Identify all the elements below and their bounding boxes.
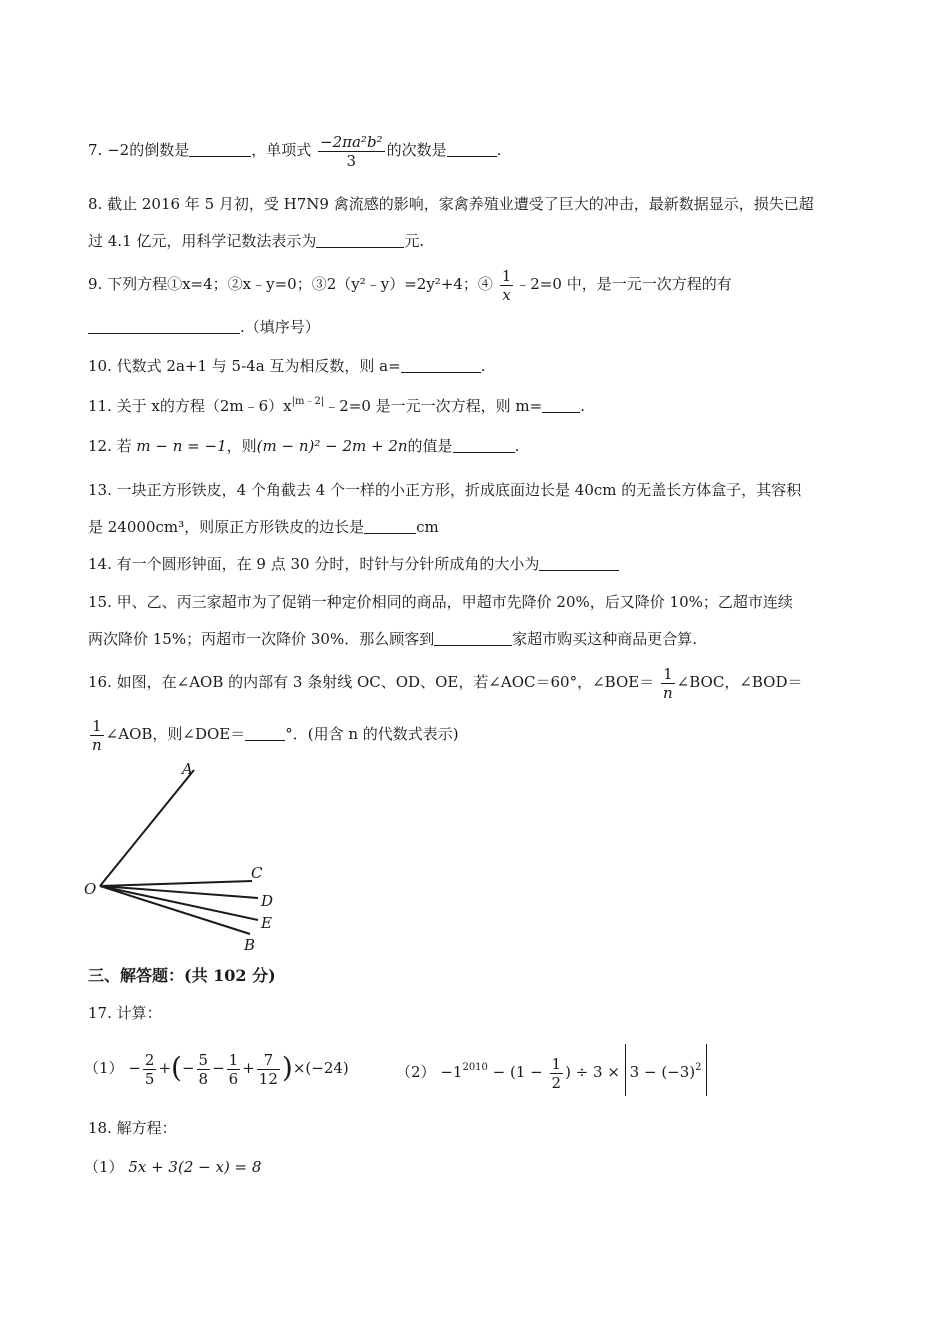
- plus-sign: +: [158, 1059, 172, 1077]
- question-13-line1: [88, 480, 801, 500]
- question-text: 计算：: [116, 1004, 162, 1022]
- fraction-numerator: 7: [257, 1051, 280, 1070]
- punctuation: .: [480, 357, 486, 375]
- question-text: 过 4.1 亿元，用科学记数法表示为: [88, 232, 317, 250]
- question-number: 14.: [88, 555, 112, 573]
- fraction-denominator: 5: [144, 1069, 155, 1088]
- minus-sign: −: [212, 1059, 225, 1077]
- fraction-denominator: 12: [258, 1069, 278, 1088]
- fraction: [257, 1051, 280, 1088]
- left-paren: (: [171, 1051, 182, 1084]
- ray-oc: [100, 881, 252, 886]
- fraction: [90, 717, 104, 754]
- label-c: C: [251, 864, 263, 882]
- question-text: ，单项式: [251, 141, 312, 159]
- question-text: 代数式 2a+1 与 5-4a 互为相反数，则 a=: [116, 357, 401, 375]
- math-expression: 5x + 3(2 − x) = 8: [128, 1158, 262, 1176]
- question-text: −2的倒数是: [107, 141, 190, 159]
- question-11: [88, 392, 585, 416]
- term: −1: [440, 1063, 463, 1081]
- fraction-numerator: 1: [501, 266, 512, 285]
- question-text: .（填序号）: [240, 318, 320, 336]
- math-render: [128, 1050, 349, 1088]
- answer-blank[interactable]: [453, 438, 515, 453]
- fraction: [318, 133, 385, 170]
- absolute-value: $3 - (-3)^2$: [625, 1044, 707, 1096]
- minus-sign: −: [181, 1059, 195, 1077]
- question-text: 关于 x的方程（2m﹣6）x: [116, 397, 292, 415]
- minus-sign: −: [128, 1059, 141, 1077]
- question-text: ﹣2=0 中，是一元一次方程的有: [515, 275, 732, 293]
- question-text: ，则: [226, 437, 257, 455]
- punctuation: .: [580, 397, 586, 415]
- question-text: ﹣2=0 是一元一次方程，则 m=: [324, 397, 543, 415]
- exponent: 2010: [462, 1062, 488, 1073]
- angle-figure: [78, 758, 298, 958]
- question-text: 的值是: [407, 437, 453, 455]
- fraction: [550, 1055, 564, 1092]
- right-paren: ): [281, 1051, 293, 1084]
- fraction: [661, 665, 675, 702]
- fraction-denominator: 8: [198, 1069, 209, 1088]
- fraction-denominator: x: [502, 285, 511, 304]
- fraction-denominator: n: [92, 735, 102, 754]
- question-text: 下列方程①x=4；②x﹣y=0；③2（y²﹣y）=2y²+4；④: [107, 275, 493, 293]
- fraction-numerator: −2πa²b²: [320, 132, 383, 151]
- times-term: ×(−24): [292, 1059, 349, 1077]
- fraction-numerator: 2: [144, 1050, 155, 1069]
- question-text: 解方程：: [116, 1119, 177, 1137]
- ray-oa: [100, 770, 194, 886]
- question-9-line1: [88, 264, 732, 304]
- fraction-denominator: 2: [551, 1073, 562, 1092]
- question-text: 若: [116, 437, 137, 455]
- question-14: [88, 554, 619, 574]
- answer-blank[interactable]: [434, 631, 512, 646]
- question-text: 如图，在∠AOB 的内部有 3 条射线 OC、OD、OE，若∠AOC＝60°，∠BOE＝: [116, 673, 655, 691]
- fraction: [143, 1051, 157, 1088]
- fraction-numerator: 1: [228, 1050, 239, 1069]
- fraction-numerator: 1: [661, 665, 675, 684]
- question-10: [88, 356, 485, 376]
- question-number: 12.: [88, 437, 112, 455]
- question-text: °．(用含 n 的代数式表示): [285, 725, 459, 743]
- label-a: A: [182, 760, 193, 778]
- question-text: 元.: [404, 232, 425, 250]
- fraction: [197, 1051, 211, 1088]
- fraction-denominator: n: [663, 683, 673, 702]
- exponent: |m﹣2|: [291, 396, 325, 407]
- punctuation: .: [514, 437, 520, 455]
- answer-blank[interactable]: [88, 319, 240, 334]
- question-8-line2: [88, 231, 424, 251]
- fraction: [500, 267, 514, 304]
- question-number: 13.: [88, 481, 112, 499]
- question-text: 两次降价 15%；丙超市一次降价 30%．那么顾客到: [88, 630, 435, 648]
- math-expression: m − n = −1: [136, 437, 227, 455]
- question-16-line1: [88, 660, 803, 704]
- answer-blank[interactable]: [245, 726, 285, 741]
- question-17-title: [88, 1003, 162, 1023]
- question-text: 截止 2016 年 5 月初，受 H7N9 禽流感的影响，家禽养殖业遭受了巨大的冲击，最新数据显示，损失已超: [107, 195, 814, 213]
- question-15-line2: [88, 629, 697, 649]
- answer-blank[interactable]: [364, 519, 416, 534]
- question-12: [88, 436, 519, 456]
- question-number: 18.: [88, 1119, 112, 1137]
- label-d: D: [261, 892, 274, 910]
- question-text: ∠BOC，∠BOD＝: [676, 673, 803, 691]
- question-number: 15.: [88, 593, 112, 611]
- question-number: 7.: [88, 141, 103, 159]
- math-render: [440, 1054, 706, 1092]
- label-b: B: [244, 936, 256, 954]
- question-9-line2: [88, 317, 320, 337]
- question-number: 8.: [88, 195, 103, 213]
- answer-blank[interactable]: [447, 142, 497, 157]
- part-label: （1）: [84, 1059, 124, 1077]
- ray-ob: [100, 886, 250, 934]
- math-expression: (m − n)² − 2m + 2n: [256, 437, 408, 455]
- label-e: E: [261, 914, 272, 932]
- answer-blank[interactable]: [189, 142, 251, 157]
- question-number: 16.: [88, 673, 112, 691]
- section-heading: 三、解答题：(共 102 分): [88, 966, 276, 985]
- question-text: 家超市购买这种商品更合算.: [512, 630, 697, 648]
- exponent: 2: [695, 1062, 702, 1073]
- label-o: O: [84, 880, 97, 898]
- question-text: cm: [416, 518, 439, 536]
- question-number: 10.: [88, 357, 112, 375]
- question-number: 9.: [88, 275, 103, 293]
- answer-blank[interactable]: [542, 398, 580, 413]
- term: − (1 −: [487, 1063, 548, 1081]
- question-18-part1: [84, 1157, 261, 1177]
- question-18-title: [88, 1118, 177, 1138]
- fraction-denominator: 3: [346, 151, 357, 170]
- question-text: 有一个圆形钟面，在 9 点 30 分时，时针与分针所成角的大小为: [116, 555, 540, 573]
- answer-blank[interactable]: [401, 358, 481, 373]
- term: ) ÷ 3 ×: [565, 1063, 625, 1081]
- fraction-numerator: 1: [90, 717, 104, 736]
- question-15-line1: [88, 592, 793, 612]
- question-13-line2: [88, 517, 439, 537]
- question-17-part2: [396, 1044, 707, 1096]
- fraction-numerator: 5: [198, 1050, 209, 1069]
- plus-sign: +: [242, 1059, 255, 1077]
- part-label: （1）: [84, 1158, 124, 1176]
- answer-blank[interactable]: [539, 556, 619, 571]
- question-number: 17.: [88, 1004, 112, 1022]
- fraction: [227, 1051, 241, 1088]
- question-8-line1: [88, 194, 814, 214]
- fraction-denominator: 6: [228, 1069, 239, 1088]
- question-text: ∠AOB，则∠DOE＝: [105, 725, 246, 743]
- fraction-numerator: 1: [551, 1054, 562, 1073]
- question-text: 甲、乙、丙三家超市为了促销一种定价相同的商品，甲超市先降价 20%，后又降价 10%；乙超市连续: [116, 593, 793, 611]
- question-16-line2: [88, 712, 459, 756]
- answer-blank[interactable]: [316, 233, 404, 248]
- question-text: 一块正方形铁皮，4 个角截去 4 个一样的小正方形，折成底面边长是 40cm 的无盖长方体盒子，其容积: [116, 481, 802, 499]
- punctuation: .: [496, 141, 502, 159]
- question-text: 是 24000cm³，则原正方形铁皮的边长是: [88, 518, 365, 536]
- question-17-part1: [84, 1044, 349, 1092]
- question-number: 11.: [88, 397, 112, 415]
- question-text: 的次数是: [386, 141, 447, 159]
- question-7: [88, 132, 501, 170]
- part-label: （2）: [396, 1063, 436, 1081]
